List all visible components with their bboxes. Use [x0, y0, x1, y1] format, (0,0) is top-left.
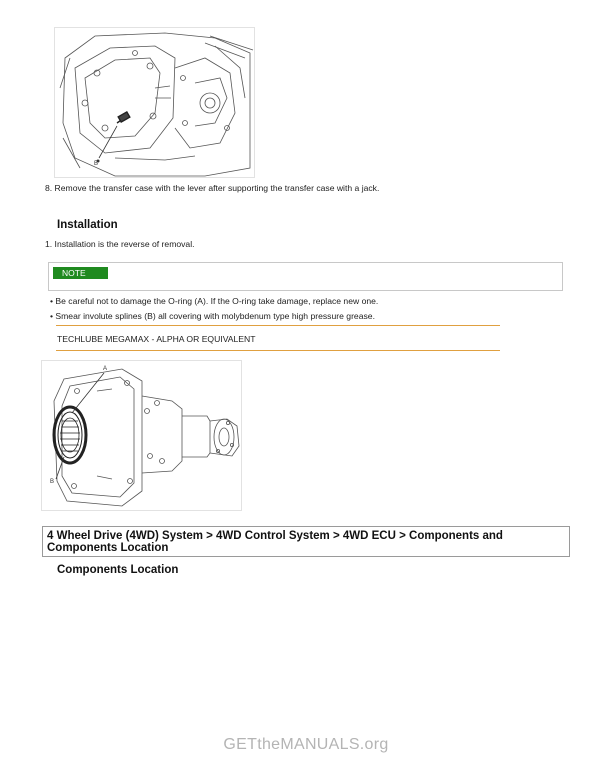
- grease-bottom-rule: [56, 350, 500, 351]
- section-title: 4 Wheel Drive (4WD) System > 4WD Control System > 4WD ECU > Components and Components Location: [47, 530, 503, 554]
- step-8-text: 8. Remove the transfer case with the lever after supporting the transfer case with a jack.: [45, 183, 380, 193]
- note-bullet-splines: • Smear involute splines (B) all covering with molybdenum type high pressure grease.: [50, 311, 375, 321]
- grease-spec: TECHLUBE MEGAMAX - ALPHA OR EQUIVALENT: [57, 334, 256, 344]
- watermark-footer: GETtheMANUALS.org: [223, 736, 389, 753]
- note-bullet-oring: • Be careful not to damage the O-ring (A). If the O-ring take damage, replace new one.: [50, 296, 379, 306]
- components-location-heading: Components Location: [57, 564, 179, 576]
- transfer-case-drawing: [55, 28, 254, 177]
- note-badge: NOTE: [53, 267, 108, 279]
- oring-splines-figure: [41, 360, 242, 511]
- oring-splines-drawing: [42, 361, 241, 510]
- note-box: [48, 262, 563, 291]
- step-1-text: 1. Installation is the reverse of removal.: [45, 239, 195, 249]
- section-title-box: [42, 526, 570, 557]
- transfer-case-removal-figure: [54, 27, 255, 178]
- grease-top-rule: [56, 325, 500, 326]
- figure1-callout-b: B: [94, 161, 99, 167]
- installation-heading: Installation: [57, 219, 118, 231]
- figure2-callout-a: A: [103, 366, 108, 372]
- figure2-callout-b: B: [50, 479, 55, 485]
